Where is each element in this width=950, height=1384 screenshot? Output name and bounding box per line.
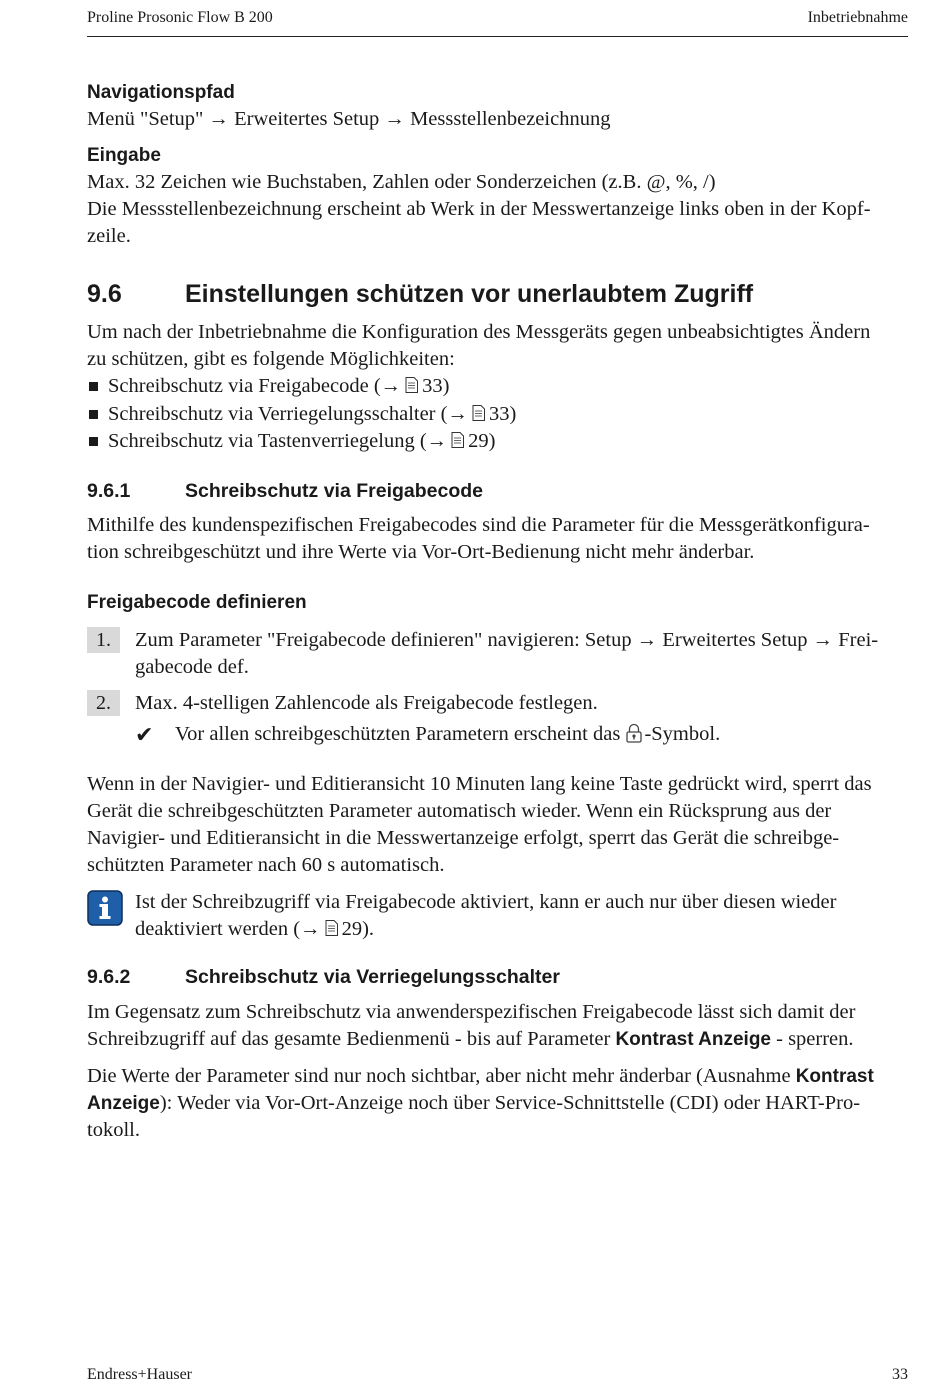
page-reference-icon (325, 920, 338, 936)
paragraph-line: Anzeige): Weder via Vor-Ort-Anzeige noch über Service-Schnittstelle (CDI) oder HART-Pro- (87, 1092, 861, 1114)
info-text: deaktiviert werden (→ 29). (135, 918, 375, 940)
step-number: 2. (87, 690, 120, 716)
nav-path-1: Menü "Setup" (87, 108, 204, 130)
parameter-name: Anzeige (87, 1093, 160, 1114)
arrow-icon: → (812, 629, 839, 651)
section-number: 9.6 (87, 280, 122, 308)
page-link[interactable]: 29). (341, 918, 375, 940)
nav-path-2: Erweitertes Setup (234, 108, 380, 130)
subsection-number: 9.6.2 (87, 966, 131, 988)
paragraph-line: zu schützen, gibt es folgende Möglichkeiten: (87, 348, 455, 370)
step-text: Zum Parameter "Freigabecode definieren" navigieren: Setup → Erweitertes Setup → Frei- gabecode def. (135, 629, 879, 678)
list-item: Schreibschutz via Verriegelungsschalter (→ 33) (87, 401, 908, 428)
paragraph-line: schützten Parameter nach 60 s automatisch. (87, 854, 445, 876)
info-text: Ist der Schreibzugriff via Freigabecode aktiviert, kann er auch nur über diesen wieder (135, 891, 837, 913)
header-product: Proline Prosonic Flow B 200 (87, 9, 273, 26)
procedure-heading: Freigabecode definieren (87, 592, 307, 613)
page-link[interactable]: 33) (488, 403, 517, 425)
step-number: 1. (87, 627, 120, 653)
bullet-icon (89, 410, 98, 419)
footer-brand: Endress+Hauser (87, 1366, 192, 1383)
arrow-icon: → (208, 108, 235, 130)
section-title: Einstellungen schützen vor unerlaubtem Zugriff (185, 280, 754, 308)
checkmark-icon: ✔ (135, 722, 154, 747)
parameter-name: Kontrast (795, 1066, 874, 1087)
paragraph-line: Um nach der Inbetriebnahme die Konfiguration des Messgeräts gegen unbeabsichtigtes Ändern (87, 321, 871, 343)
arrow-icon: → (636, 629, 663, 651)
paragraph-line: Mithilfe des kundenspezifischen Freigabecodes sind die Parameter für die Messgerätkonfigura- (87, 514, 870, 536)
subsection-number: 9.6.1 (87, 480, 131, 502)
bullet-icon (89, 382, 98, 391)
nav-path (87, 106, 908, 133)
page-reference-icon (472, 405, 485, 421)
eingabe-line: Max. 32 Zeichen wie Buchstaben, Zahlen oder Sonderzeichen (z.B. @, %, /) (87, 171, 716, 193)
page-header (87, 8, 908, 37)
list-item: Schreibschutz via Tastenverriegelung (→ 29) (87, 428, 908, 455)
header-chapter: Inbetriebnahme (807, 9, 908, 26)
arrow-icon: → (384, 108, 411, 130)
parameter-name: Kontrast Anzeige (615, 1029, 771, 1050)
paragraph-line: Wenn in der Navigier- und Editieransicht 10 Minuten lang keine Taste gedrückt wird, sperrt das (87, 773, 872, 795)
paragraph-line: Schreibzugriff auf das gesamte Bedienmenü - bis auf Parameter Kontrast Anzeige - sperren. (87, 1028, 854, 1050)
step-text: Max. 4-stelligen Zahlencode als Freigabecode festlegen. (135, 692, 598, 714)
eingabe-line: Die Messstellenbezeichnung erscheint ab Werk in der Messwertanzeige links oben in der Kopf- (87, 198, 871, 220)
paragraph-line: tokoll. (87, 1119, 140, 1141)
subsection-heading (87, 478, 908, 505)
bullet-icon (89, 437, 98, 446)
list-item: Schreibschutz via Freigabecode (→ 33) (87, 373, 908, 400)
lock-icon (625, 723, 643, 743)
page-link[interactable]: 29) (468, 430, 496, 452)
section-heading (87, 279, 908, 309)
page-reference-icon (451, 432, 464, 448)
eingabe-line: zeile. (87, 225, 131, 247)
page-reference-icon (405, 377, 418, 393)
paragraph-line: Die Werte der Parameter sind nur noch sichtbar, aber nicht mehr änderbar (Ausnahme Kontrast (87, 1065, 874, 1087)
nav-path-3: Messstellenbezeichnung (410, 108, 611, 130)
paragraph-line: tion schreibgeschützt und ihre Werte via Vor-Ort-Bedienung nicht mehr änderbar. (87, 541, 755, 563)
paragraph-line: Im Gegensatz zum Schreibschutz via anwenderspezifischen Freigabecode lässt sich damit der (87, 1001, 856, 1023)
page-number: 33 (892, 1366, 908, 1383)
page-link[interactable]: 33) (422, 375, 450, 397)
eingabe-label: Eingabe (87, 145, 161, 166)
nav-label: Navigationspfad (87, 82, 235, 103)
subsection-heading (87, 964, 908, 991)
subsection-title: Schreibschutz via Verriegelungsschalter (185, 966, 560, 988)
subsection-title: Schreibschutz via Freigabecode (185, 480, 484, 502)
paragraph-line: Gerät die schreibgeschützten Parameter automatisch wieder. Wenn ein Rücksprung aus der (87, 800, 832, 822)
paragraph-line: Navigier- und Editieransicht in die Messwertanzeige erfolgt, sperrt das Gerät die schreibge- (87, 827, 840, 849)
info-icon (87, 890, 123, 926)
